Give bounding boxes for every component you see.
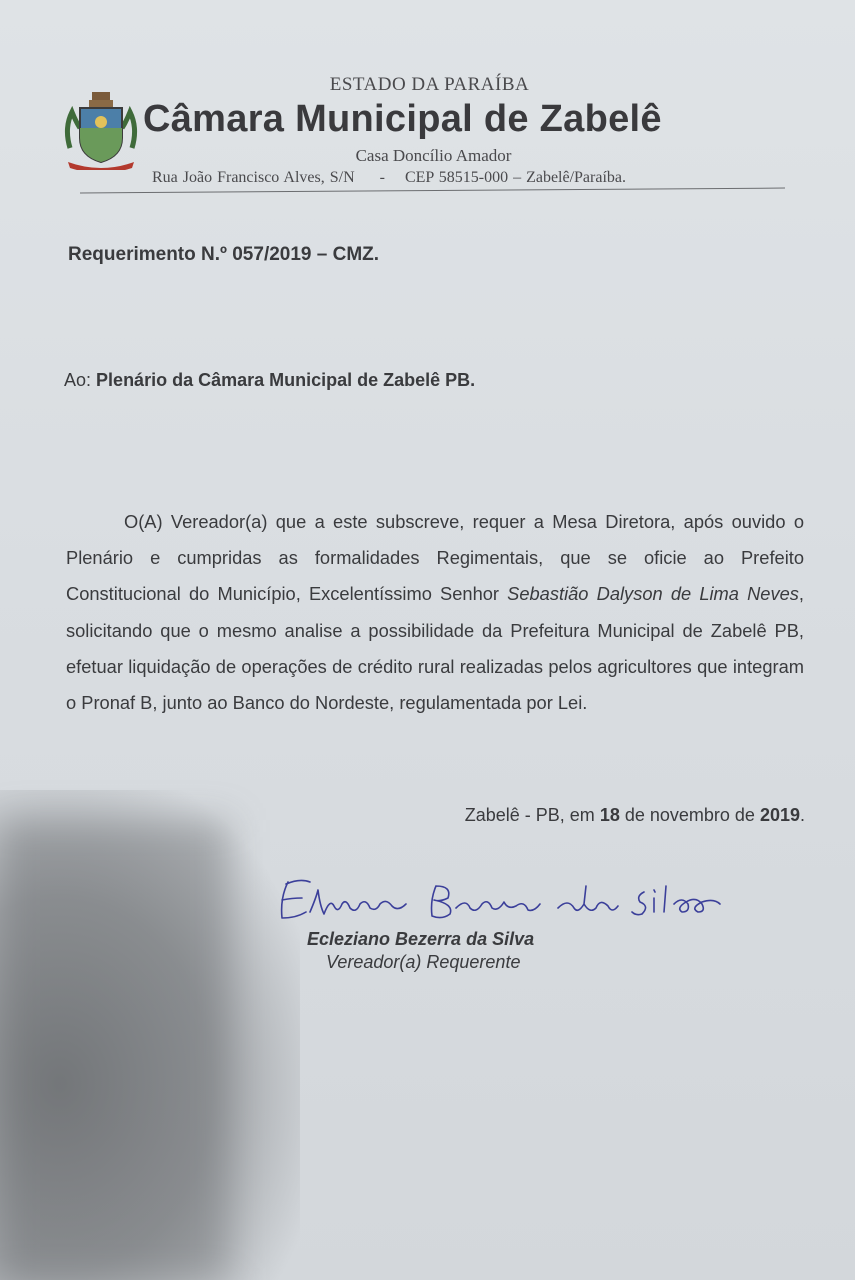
recipient-prefix: Ao:	[64, 370, 92, 390]
handwritten-signature	[270, 868, 740, 928]
signer-name: Ecleziano Bezerra da Silva	[307, 929, 535, 949]
date-suffix: .	[799, 805, 805, 825]
date-month: de novembro de	[619, 805, 760, 825]
body-part-1: O(A) Vereador(a) que a este subscreve, requer a Mesa Diretora, após ouvido o Plenário e cumpridas as formalidades Regimentais, que se oficie ao Prefeito Constitucional do Município, Excelentíssimo Senhor	[66, 511, 804, 605]
signer-role: Vereador(a) Requerente	[326, 952, 521, 972]
chamber-title: Câmara Municipal de Zabelê	[143, 98, 662, 140]
state-heading: ESTADO DA PARAÍBA	[329, 74, 530, 95]
request-number: Requerimento N.º 057/2019 – CMZ.	[68, 244, 380, 265]
header-divider	[80, 188, 785, 194]
address-street: Rua João Francisco Alves, S/N	[152, 169, 355, 186]
date-year: 2019	[759, 805, 800, 825]
address-cep: CEP 58515-000 – Zabelê/Paraíba.	[404, 169, 627, 186]
house-name: Casa Doncílio Amador	[355, 146, 512, 165]
date-line	[465, 805, 805, 826]
date-prefix: Zabelê - PB, em	[464, 805, 600, 825]
mayor-name: Sebastião Dalyson de Lima Neves	[507, 583, 799, 605]
address-line	[152, 169, 626, 187]
address-separator: -	[379, 169, 385, 186]
date-day: 18	[599, 805, 620, 825]
request-body	[66, 504, 804, 721]
recipient-line	[64, 370, 475, 391]
recipient-name: Plenário da Câmara Municipal de Zabelê PB.	[96, 370, 476, 390]
body-part-2: , solicitando que o mesmo analise a possibilidade da Prefeitura Municipal de Zabelê PB, efetuar liquidação de operações de crédito rural realizadas pelos agricultores que integram o Pronaf B, junto ao Banco do Nordeste, regulamentada por Lei.	[66, 583, 805, 714]
